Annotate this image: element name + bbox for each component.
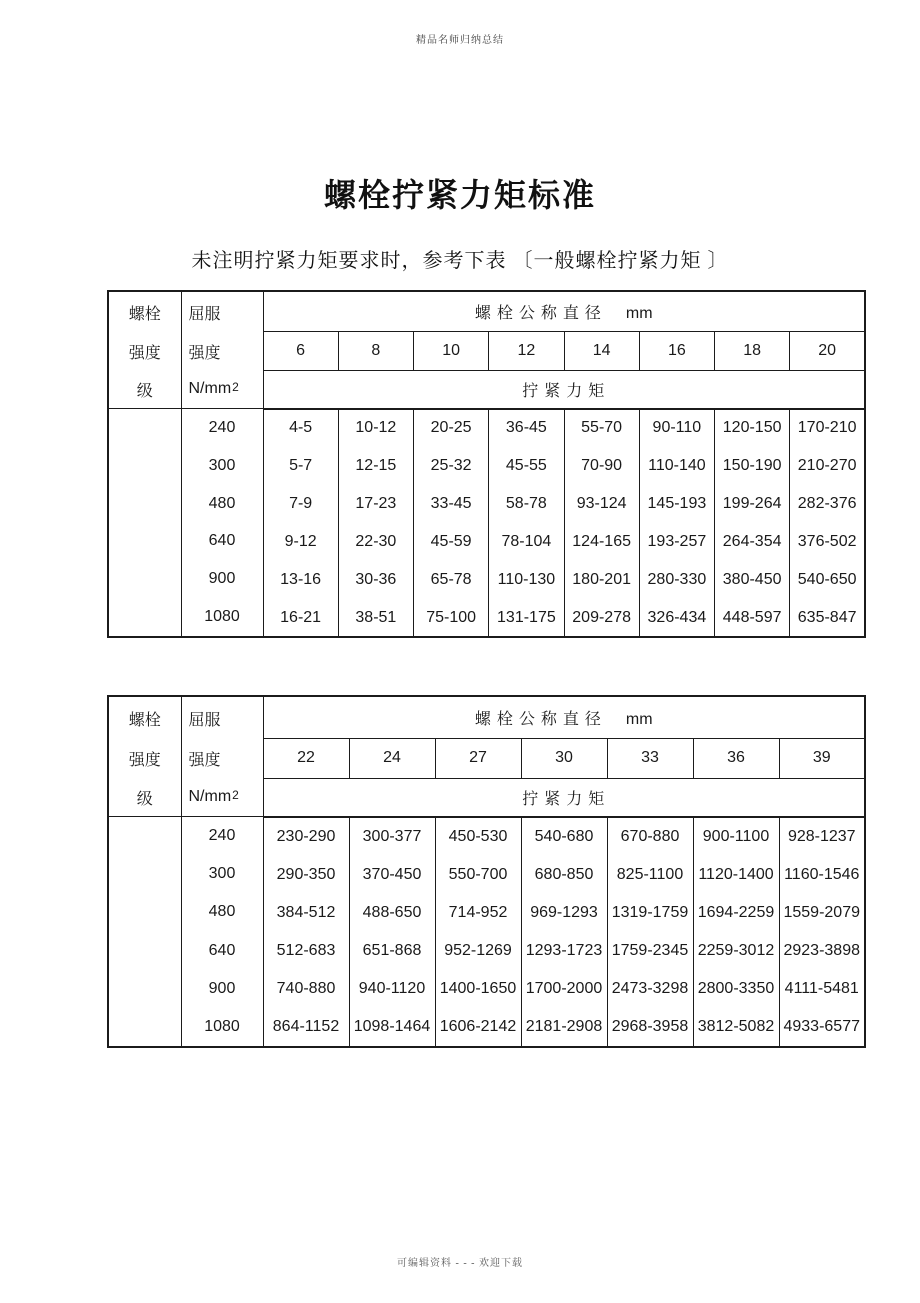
yield-strength-value: 300: [208, 865, 236, 883]
torque-range-value: 17-23: [355, 495, 397, 513]
yield-strength-unit: [182, 778, 263, 816]
torque-values-column: [564, 409, 639, 638]
torque-range-value: 1293-1723: [525, 942, 603, 960]
torque-range-value: 448-597: [722, 608, 782, 626]
torque-range-value: 635-847: [797, 608, 857, 626]
torque-range-value: 4-5: [289, 419, 313, 437]
torque-values-column: [521, 817, 607, 1048]
strength-grade-column-empty: [108, 409, 181, 638]
yield-strength-line: 强度: [188, 752, 221, 769]
torque-range-value: 13-16: [280, 570, 322, 588]
torque-range-value: 282-376: [797, 495, 857, 513]
torque-range-value: 20-25: [430, 419, 472, 437]
header-row-diameter-title: [108, 291, 865, 332]
torque-values-column: [263, 409, 338, 638]
torque-range-value: 1160-1546: [784, 865, 860, 883]
torque-range-value: 199-264: [722, 495, 782, 513]
torque-range-value: 2968-3958: [611, 1018, 689, 1036]
nominal-diameter-header: [263, 291, 865, 332]
torque-range-value: 376-502: [797, 532, 857, 550]
yield-strength-value: 640: [208, 941, 236, 959]
torque-range-value: 2181-2908: [525, 1018, 603, 1036]
torque-range-value: 540-680: [534, 827, 594, 845]
torque-range-value: 45-55: [505, 457, 547, 475]
torque-range-value: 145-193: [647, 495, 707, 513]
header-note: 精品名师归纳总结: [416, 35, 504, 46]
diameter-value-cell: 16: [639, 332, 714, 370]
torque-range-value: 180-201: [572, 570, 631, 588]
torque-range-value: 70-90: [581, 457, 623, 475]
torque-range-value: 193-257: [647, 532, 707, 550]
torque-range-value: 740-880: [276, 980, 336, 998]
torque-range-value: 488-650: [362, 903, 422, 921]
torque-values-column: [414, 409, 489, 638]
page-title: 螺栓拧紧力矩标准: [323, 177, 596, 213]
torque-range-value: 93-124: [576, 495, 627, 513]
torque-range-value: 550-700: [448, 865, 508, 883]
diameter-value-cell: 14: [564, 332, 639, 370]
torque-range-value: 7-9: [289, 495, 313, 513]
subtitle: 未注明拧紧力矩要求时，参考下表 〔一般螺栓拧紧力矩 〕: [191, 250, 729, 272]
diameter-value-cell: 33: [607, 739, 693, 778]
torque-range-value: 170-210: [797, 419, 857, 437]
torque-range-value: 900-1100: [702, 827, 770, 845]
torque-range-value: 55-70: [581, 419, 623, 437]
tightening-torque-header: 拧 紧 力 矩: [263, 778, 865, 817]
yield-strength-value: 640: [208, 532, 236, 550]
diameter-value-cell: 18: [715, 332, 790, 370]
torque-range-value: 5-7: [289, 457, 313, 475]
nominal-diameter-unit: mm: [625, 711, 653, 728]
torque-range-value: 928-1237: [787, 827, 856, 845]
bolt-strength-grade-header: [108, 291, 181, 409]
yield-strength-value: 240: [208, 827, 236, 845]
torque-range-value: 36-45: [505, 419, 547, 437]
torque-table-large-diameters: [107, 695, 866, 1048]
yield-strength-line: 强度: [188, 344, 221, 362]
yield-unit-superscript: 2: [232, 380, 239, 394]
nominal-diameter-header-text: 螺 栓 公 称 直 径: [474, 305, 602, 322]
diameter-value-cell: 36: [693, 739, 779, 778]
torque-range-value: 4111-5481: [784, 980, 859, 998]
torque-range-value: 2800-3350: [697, 980, 775, 998]
torque-range-value: 825-1100: [616, 865, 684, 883]
yield-strength-line: 屈服: [188, 305, 221, 323]
bolt-strength-grade-line: 强度: [128, 752, 161, 769]
torque-range-value: 714-952: [448, 903, 508, 921]
torque-range-value: 1400-1650: [439, 980, 517, 998]
torque-range-value: 30-36: [355, 570, 397, 588]
bolt-strength-grade-line: 级: [136, 382, 153, 400]
torque-values-column: [349, 817, 435, 1048]
torque-range-value: 150-190: [722, 457, 782, 475]
torque-range-value: 300-377: [362, 827, 422, 845]
torque-range-value: 370-450: [362, 865, 422, 883]
data-row-block: [108, 409, 865, 638]
torque-range-value: 651-868: [362, 942, 422, 960]
torque-values-column: [715, 409, 790, 638]
torque-range-value: 969-1293: [530, 903, 598, 921]
yield-strength-value: 1080: [204, 1017, 240, 1035]
torque-range-value: 209-278: [572, 608, 631, 626]
torque-range-value: 1319-1759: [611, 903, 689, 921]
yield-strength-value: 900: [208, 979, 236, 997]
diameter-value-cell: 20: [790, 332, 865, 370]
torque-range-value: 2473-3298: [611, 980, 689, 998]
yield-unit-base: N/mm: [188, 380, 232, 397]
bolt-strength-grade-line: 螺栓: [128, 305, 161, 323]
nominal-diameter-header-text: 螺 栓 公 称 直 径: [474, 711, 602, 728]
diameter-value-cell: 22: [263, 739, 349, 778]
bolt-strength-grade-line: 螺栓: [128, 711, 161, 729]
torque-range-value: 110-140: [648, 457, 706, 475]
data-row-block: [108, 817, 865, 1048]
torque-range-value: 33-45: [430, 495, 472, 513]
torque-range-value: 78-104: [501, 532, 552, 550]
torque-range-value: 952-1269: [444, 942, 512, 960]
yield-strength-value: 480: [208, 494, 236, 512]
torque-range-value: 10-12: [355, 419, 397, 437]
torque-range-value: 4933-6577: [783, 1018, 860, 1036]
nominal-diameter-header: [263, 696, 865, 739]
torque-range-value: 384-512: [276, 903, 336, 921]
yield-unit-superscript: 2: [232, 788, 239, 802]
torque-range-value: 3812-5082: [697, 1018, 775, 1036]
torque-range-value: 1120-1400: [698, 865, 774, 883]
torque-range-value: 58-78: [505, 495, 547, 513]
torque-range-value: 75-100: [426, 608, 477, 626]
torque-range-value: 940-1120: [358, 980, 426, 998]
torque-range-value: 210-270: [797, 457, 857, 475]
torque-range-value: 12-15: [355, 457, 397, 475]
bolt-strength-grade-line: 强度: [128, 344, 161, 362]
torque-values-column: [338, 409, 413, 638]
diameter-value-cell: 10: [414, 332, 489, 370]
torque-range-value: 512-683: [276, 942, 336, 960]
torque-range-value: 380-450: [722, 570, 782, 588]
torque-range-value: 25-32: [430, 457, 472, 475]
torque-range-value: 22-30: [355, 532, 397, 550]
torque-range-value: 131-175: [497, 608, 556, 626]
yield-strength-value: 1080: [204, 608, 240, 626]
footer-note: 可编辑资料 - - - 欢迎下载: [397, 1258, 523, 1269]
yield-strength-values-column: [181, 409, 263, 638]
torque-range-value: 230-290: [276, 827, 336, 845]
torque-values-column: [790, 409, 865, 638]
diameter-value-cell: 27: [435, 739, 521, 778]
torque-values-column: [607, 817, 693, 1048]
torque-range-value: 120-150: [722, 419, 782, 437]
yield-strength-value: 900: [208, 570, 236, 588]
torque-range-value: 290-350: [276, 865, 336, 883]
torque-range-value: 65-78: [430, 570, 472, 588]
torque-values-column: [779, 817, 865, 1048]
torque-range-value: 110-130: [497, 570, 556, 588]
diameter-value-cell: 6: [263, 332, 338, 370]
strength-grade-column-empty: [108, 817, 181, 1048]
torque-range-value: 1759-2345: [611, 942, 689, 960]
torque-range-value: 38-51: [355, 608, 397, 626]
torque-range-value: 1559-2079: [783, 903, 860, 921]
torque-range-value: 670-880: [620, 827, 680, 845]
diameter-value-cell: 12: [489, 332, 564, 370]
nominal-diameter-unit: mm: [625, 305, 653, 322]
torque-range-value: 280-330: [647, 570, 707, 588]
torque-values-column: [263, 817, 349, 1048]
torque-values-column: [435, 817, 521, 1048]
torque-values-column: [693, 817, 779, 1048]
header-row-diameter-title: [108, 696, 865, 739]
torque-range-value: 45-59: [430, 532, 472, 550]
torque-range-value: 1098-1464: [353, 1018, 431, 1036]
diameter-value-cell: 30: [521, 739, 607, 778]
torque-range-value: 2923-3898: [783, 942, 860, 960]
tightening-torque-header: 拧 紧 力 矩: [263, 370, 865, 409]
yield-unit-base: N/mm: [188, 788, 232, 805]
torque-range-value: 9-12: [284, 532, 317, 550]
torque-range-value: 1606-2142: [439, 1018, 517, 1036]
yield-strength-unit: [182, 370, 263, 408]
torque-range-value: 1700-2000: [525, 980, 603, 998]
torque-range-value: 264-354: [722, 532, 782, 550]
torque-range-value: 326-434: [647, 608, 707, 626]
torque-values-column: [489, 409, 564, 638]
diameter-value-cell: 24: [349, 739, 435, 778]
yield-strength-value: 300: [208, 456, 236, 474]
diameter-value-cell: 39: [779, 739, 865, 778]
torque-range-value: 680-850: [534, 865, 594, 883]
bolt-strength-grade-header: [108, 696, 181, 817]
torque-range-value: 450-530: [448, 827, 508, 845]
yield-strength-line: 屈服: [188, 711, 221, 729]
torque-table-small-diameters: [107, 290, 866, 638]
torque-range-value: 540-650: [797, 570, 857, 588]
yield-strength-header: [181, 291, 263, 409]
torque-values-column: [639, 409, 714, 638]
torque-range-value: 90-110: [652, 419, 702, 437]
torque-range-value: 2259-3012: [697, 942, 775, 960]
yield-strength-value: 240: [208, 418, 236, 436]
yield-strength-value: 480: [208, 903, 236, 921]
diameter-value-cell: 8: [338, 332, 413, 370]
bolt-strength-grade-line: 级: [136, 790, 153, 808]
torque-range-value: 124-165: [572, 532, 631, 550]
torque-range-value: 1694-2259: [697, 903, 775, 921]
yield-strength-header: [181, 696, 263, 817]
yield-strength-values-column: [181, 817, 263, 1048]
torque-range-value: 864-1152: [272, 1018, 340, 1036]
torque-range-value: 16-21: [280, 608, 322, 626]
